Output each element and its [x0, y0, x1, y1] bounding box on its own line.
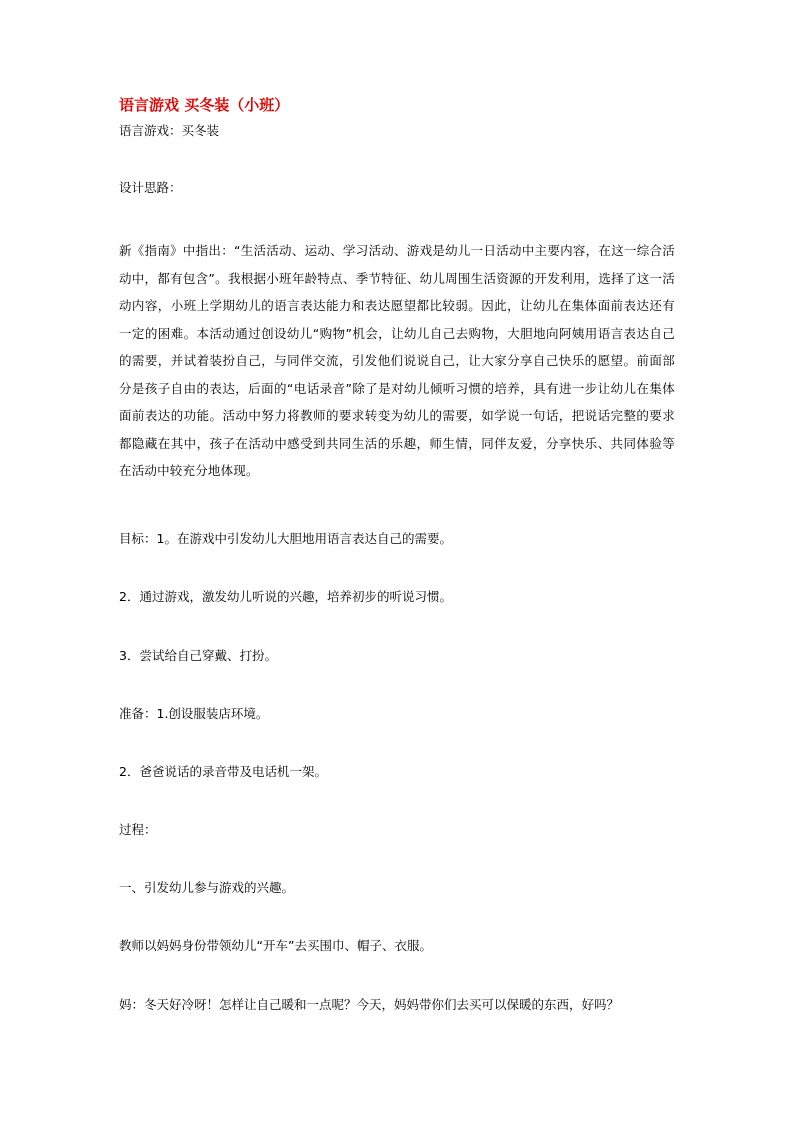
prep-1: 准备：1.创设服装店环境。 [119, 706, 269, 721]
document-subtitle: 语言游戏：买冬装 [119, 123, 220, 138]
prep-2: 2．爸爸说话的录音带及电话机一架。 [119, 764, 327, 779]
design-heading: 设计思路： [119, 180, 182, 195]
design-paragraph: 新《指南》中指出：“生活活动、运动、学习活动、游戏是幼儿一日活动中主要内容，在这一综合活动中，都有包含”。我根据小班年龄特点、季节特征、幼儿周围生活资源的开发利用，选择了这一活动内容，小班上学期幼儿的语言表达能力和表达愿望都比较弱。因此，让幼儿在集体面前表达还有一定的困难。本活动通过创设幼儿“购物”机会，让幼儿自己去购物，大胆地向阿姨用语言表达自己的需要，并试着装扮自己，与同伴交流，引发他们说说自己，让大家分享自己快乐的愿望。前面部分是孩子自由的表达，后面的“电话录音”除了是对幼儿倾听习惯的培养，具有进一步让幼儿在集体面前表达的功能。活动中努力将教师的要求转变为幼儿的需要，如学说一句话，把说话完整的要求都隐藏在其中，孩子在活动中感受到共同生活的乐趣，师生情，同伴友爱，分享快乐、共同体验等在活动中较充分地体现。 [119, 243, 675, 478]
goal-3: 3．尝试给自己穿戴、打扮。 [119, 648, 277, 663]
step-1: 一、引发幼儿参与游戏的兴趣。 [119, 880, 295, 895]
goal-1: 目标：1。在游戏中引发幼儿大胆地用语言表达自己的需要。 [119, 531, 452, 546]
document-title: 语言游戏 买冬装（小班） [119, 96, 290, 114]
process-heading: 过程： [119, 822, 157, 837]
goal-2: 2．通过游戏，激发幼儿听说的兴趣，培养初步的听说习惯。 [119, 589, 452, 604]
dialogue-1: 妈：冬天好冷呀！怎样让自己暖和一点呢？今天，妈妈带你们去买可以保暖的东西，好吗？ [119, 997, 620, 1012]
step-1-text: 教师以妈妈身份带领幼儿“开车”去买围巾、帽子、衣服。 [119, 938, 432, 953]
